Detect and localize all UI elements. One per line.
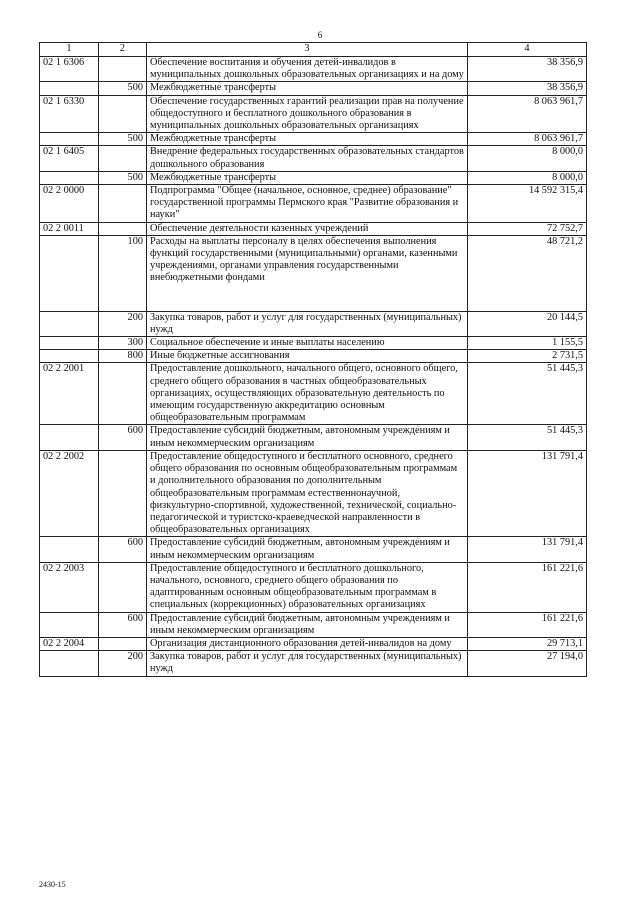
row-expense-type-cell: 600: [99, 425, 147, 450]
row-amount-cell: 51 445,3: [468, 363, 587, 425]
table-row: [40, 185, 587, 223]
column-header-4: 4: [468, 43, 587, 57]
row-code-cell: [40, 235, 99, 311]
row-code-cell: [40, 425, 99, 450]
row-description-cell: Внедрение федеральных государственных образовательных стандартов дошкольного образования: [147, 146, 468, 171]
row-expense-type-cell: 500: [99, 171, 147, 184]
row-expense-type-cell: 500: [99, 133, 147, 146]
row-amount-cell: 131 791,4: [468, 450, 587, 536]
row-expense-type-cell: 500: [99, 82, 147, 95]
row-description-cell: Обеспечение государственных гарантий реализации прав на получение общедоступного и бесплатного дошкольного образования в муниципальных дошкольных образовательных организациях: [147, 95, 468, 133]
table-row: [40, 57, 587, 82]
table-row: [40, 651, 587, 676]
row-amount-cell: 8 063 961,7: [468, 133, 587, 146]
row-expense-type-cell: [99, 146, 147, 171]
row-amount-cell: 48 721,2: [468, 235, 587, 311]
row-code-cell: [40, 337, 99, 350]
row-amount-cell: 2 731,5: [468, 350, 587, 363]
row-expense-type-cell: [99, 95, 147, 133]
row-code-cell: 02 1 6330: [40, 95, 99, 133]
column-header-3: 3: [147, 43, 468, 57]
row-code-cell: 02 2 2002: [40, 450, 99, 536]
row-description-cell: Межбюджетные трансферты: [147, 133, 468, 146]
row-code-cell: [40, 171, 99, 184]
row-description-cell: Иные бюджетные ассигнования: [147, 350, 468, 363]
table-row: [40, 235, 587, 311]
page-number: 6: [317, 30, 323, 40]
row-amount-cell: 38 356,9: [468, 57, 587, 82]
row-expense-type-cell: [99, 562, 147, 612]
row-description-cell: Организация дистанционного образования детей-инвалидов на дому: [147, 637, 468, 650]
table-row: [40, 637, 587, 650]
table-row: [40, 425, 587, 450]
table-header-row: [40, 43, 587, 57]
row-amount-cell: 14 592 315,4: [468, 185, 587, 223]
row-description-cell: Подпрограмма "Общее (начальное, основное, среднее) образование" государственной программы Пермского края "Развитие образования и науки": [147, 185, 468, 223]
row-description-cell: Предоставление дошкольного, начального общего, основного общего, среднего общего образования в частных общеобразовательных организациях, осуществляющих образовательную деятельность по имеющим государственную аккредитацию основным общеобразовательным программам: [147, 363, 468, 425]
table-row: [40, 222, 587, 235]
row-code-cell: [40, 133, 99, 146]
table-row: [40, 363, 587, 425]
table-row: [40, 562, 587, 612]
row-amount-cell: 8 000,0: [468, 171, 587, 184]
row-expense-type-cell: 600: [99, 612, 147, 637]
row-description-cell: Предоставление субсидий бюджетным, автономным учреждениям и иным некоммерческим организациям: [147, 537, 468, 562]
table-row: [40, 612, 587, 637]
table-row: [40, 95, 587, 133]
row-description-cell: Предоставление субсидий бюджетным, автономным учреждениям и иным некоммерческим организациям: [147, 612, 468, 637]
row-expense-type-cell: [99, 57, 147, 82]
row-description-cell: Предоставление общедоступного и бесплатного дошкольного, начального, основного, среднего общего образования по адаптированным основным общеобразовательным программам в специальных (коррекционных) образовательных организациях: [147, 562, 468, 612]
row-amount-cell: 161 221,6: [468, 562, 587, 612]
row-amount-cell: 161 221,6: [468, 612, 587, 637]
row-description-cell: Закупка товаров, работ и услуг для государственных (муниципальных) нужд: [147, 651, 468, 676]
row-code-cell: [40, 311, 99, 336]
row-amount-cell: 27 194,0: [468, 651, 587, 676]
row-code-cell: [40, 612, 99, 637]
row-expense-type-cell: 600: [99, 537, 147, 562]
row-description-cell: Обеспечение деятельности казенных учреждений: [147, 222, 468, 235]
row-amount-cell: 1 155,5: [468, 337, 587, 350]
column-header-2: 2: [99, 43, 147, 57]
row-expense-type-cell: [99, 222, 147, 235]
table-row: [40, 450, 587, 536]
row-amount-cell: 38 356,9: [468, 82, 587, 95]
table-row: [40, 537, 587, 562]
row-expense-type-cell: 200: [99, 651, 147, 676]
row-code-cell: [40, 651, 99, 676]
table-body: [40, 57, 587, 677]
table-row: [40, 146, 587, 171]
row-amount-cell: 29 713,1: [468, 637, 587, 650]
row-expense-type-cell: [99, 363, 147, 425]
row-expense-type-cell: 200: [99, 311, 147, 336]
row-code-cell: 02 2 2003: [40, 562, 99, 612]
row-expense-type-cell: 800: [99, 350, 147, 363]
row-expense-type-cell: [99, 450, 147, 536]
row-amount-cell: 51 445,3: [468, 425, 587, 450]
row-description-cell: Обеспечение воспитания и обучения детей-инвалидов в муниципальных дошкольных образовательных организациях и на дому: [147, 57, 468, 82]
row-description-cell: Межбюджетные трансферты: [147, 171, 468, 184]
column-header-1: 1: [40, 43, 99, 57]
row-description-cell: Предоставление общедоступного и бесплатного основного, среднего общего образования по основным общеобразовательным программам и дополнительного образования по дополнительным общеобразовательным программам естественнонаучной, физкультурно-спортивной, художественной, технической, социально-педагогической и туристско-краеведческой направленности в общеобразовательных организациях: [147, 450, 468, 536]
row-code-cell: 02 2 2001: [40, 363, 99, 425]
row-code-cell: [40, 82, 99, 95]
table-row: [40, 350, 587, 363]
table-row: [40, 337, 587, 350]
row-code-cell: [40, 350, 99, 363]
row-description-cell: Предоставление субсидий бюджетным, автономным учреждениям и иным некоммерческим организациям: [147, 425, 468, 450]
table-row: [40, 82, 587, 95]
row-expense-type-cell: 100: [99, 235, 147, 311]
row-amount-cell: 72 752,7: [468, 222, 587, 235]
table-row: [40, 311, 587, 336]
row-amount-cell: 8 000,0: [468, 146, 587, 171]
row-amount-cell: 8 063 961,7: [468, 95, 587, 133]
row-expense-type-cell: 300: [99, 337, 147, 350]
row-code-cell: 02 1 6405: [40, 146, 99, 171]
row-code-cell: [40, 537, 99, 562]
row-code-cell: 02 2 2004: [40, 637, 99, 650]
row-description-cell: Межбюджетные трансферты: [147, 82, 468, 95]
table-row: [40, 171, 587, 184]
row-expense-type-cell: [99, 637, 147, 650]
document-footer-code: 2430-15: [39, 880, 66, 889]
row-code-cell: 02 2 0000: [40, 185, 99, 223]
row-expense-type-cell: [99, 185, 147, 223]
row-amount-cell: 131 791,4: [468, 537, 587, 562]
table-row: [40, 133, 587, 146]
row-amount-cell: 20 144,5: [468, 311, 587, 336]
row-code-cell: 02 2 0011: [40, 222, 99, 235]
budget-table: [39, 42, 587, 677]
row-description-cell: Социальное обеспечение и иные выплаты населению: [147, 337, 468, 350]
row-description-cell: Расходы на выплаты персоналу в целях обеспечения выполнения функций государственными (муниципальными) органами, казенными учреждениями, органами управления государственными внебюджетными фондами: [147, 235, 468, 311]
row-description-cell: Закупка товаров, работ и услуг для государственных (муниципальных) нужд: [147, 311, 468, 336]
row-code-cell: 02 1 6306: [40, 57, 99, 82]
